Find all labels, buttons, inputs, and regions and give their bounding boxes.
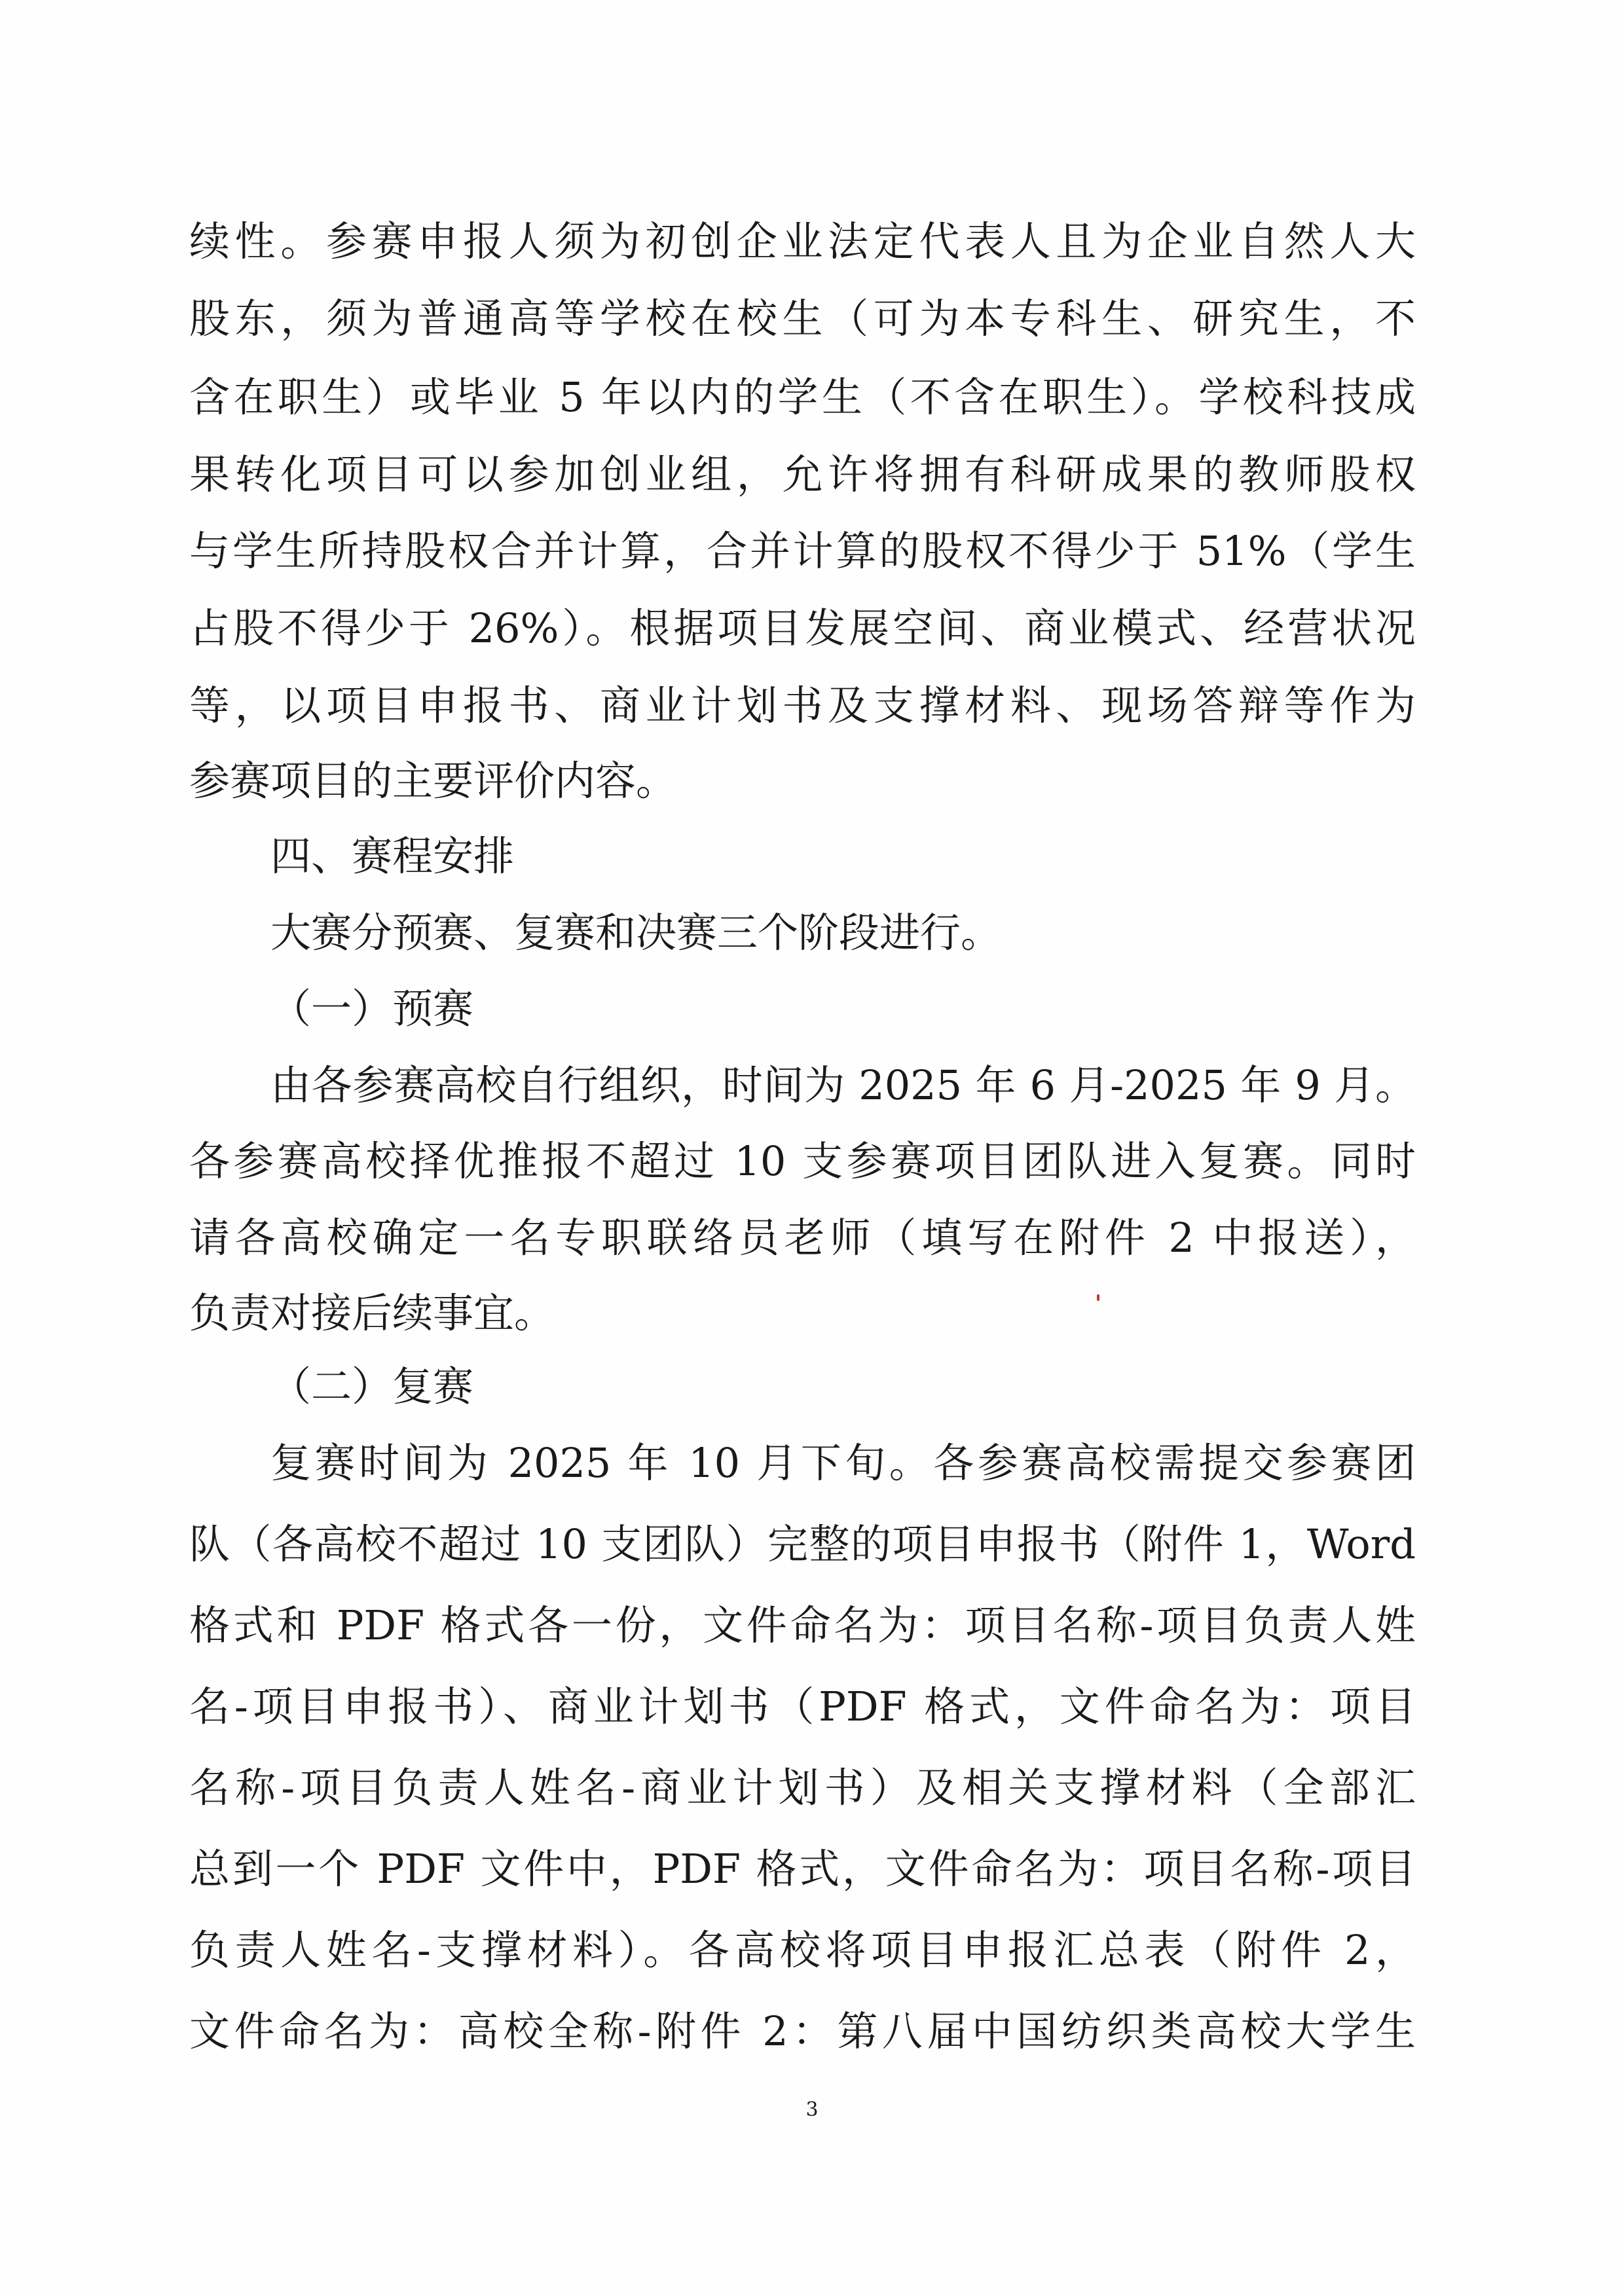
para1-line-8: 参赛项目的主要评价内容。 bbox=[189, 757, 677, 805]
red-ink-dot bbox=[1097, 1294, 1099, 1301]
para1-line-3: 含在职生）或毕业 5 年以内的学生（不含在职生）。学校科技成 bbox=[189, 373, 1416, 421]
section-intro: 大赛分预赛、复赛和决赛三个阶段进行。 bbox=[270, 909, 1002, 957]
sub2-line-2: 队（各高校不超过 10 支团队）完整的项目申报书（附件 1，Word bbox=[189, 1520, 1416, 1568]
subheading-semifinal: （二）复赛 bbox=[270, 1362, 474, 1410]
para1-line-2: 股东，须为普通高等学校在校生（可为本专科生、研究生，不 bbox=[189, 295, 1416, 342]
sub2-line-7: 负责人姓名-支撑材料）。各高校将项目申报汇总表（附件 2， bbox=[189, 1926, 1416, 1974]
sub1-line-2: 各参赛高校择优推报不超过 10 支参赛项目团队进入复赛。同时 bbox=[189, 1137, 1416, 1185]
sub2-line-3: 格式和 PDF 格式各一份，文件命名为：项目名称-项目负责人姓 bbox=[189, 1601, 1416, 1649]
page-number: 3 bbox=[805, 2098, 819, 2121]
section-heading-schedule: 四、赛程安排 bbox=[270, 832, 515, 880]
sub2-line-6: 总到一个 PDF 文件中，PDF 格式，文件命名为：项目名称-项目 bbox=[189, 1845, 1416, 1893]
sub2-line-5: 名称-项目负责人姓名-商业计划书）及相关支撑材料（全部汇 bbox=[189, 1764, 1416, 1812]
subheading-preliminary: （一）预赛 bbox=[270, 985, 474, 1032]
para1-line-5: 与学生所持股权合并计算，合并计算的股权不得少于 51%（学生 bbox=[189, 527, 1416, 575]
para1-line-6: 占股不得少于 26%）。根据项目发展空间、商业模式、经营状况 bbox=[189, 604, 1416, 652]
sub2-line-1: 复赛时间为 2025 年 10 月下旬。各参赛高校需提交参赛团 bbox=[270, 1439, 1416, 1487]
para1-line-4: 果转化项目可以参加创业组，允许将拥有科研成果的教师股权 bbox=[189, 450, 1416, 498]
sub2-line-4: 名-项目申报书）、商业计划书（PDF 格式，文件命名为：项目 bbox=[189, 1683, 1416, 1730]
sub1-line-4: 负责对接后续事宜。 bbox=[189, 1289, 555, 1337]
sub1-line-1: 由各参赛高校自行组织，时间为 2025 年 6 月-2025 年 9 月。 bbox=[270, 1061, 1416, 1109]
para1-line-1: 续性。参赛申报人须为初创企业法定代表人且为企业自然人大 bbox=[189, 217, 1416, 265]
sub2-line-8: 文件命名为：高校全称-附件 2：第八届中国纺织类高校大学生 bbox=[189, 2007, 1416, 2055]
para1-line-7: 等，以项目申报书、商业计划书及支撑材料、现场答辩等作为 bbox=[189, 682, 1416, 729]
sub1-line-3: 请各高校确定一名专职联络员老师（填写在附件 2 中报送）， bbox=[189, 1214, 1416, 1262]
